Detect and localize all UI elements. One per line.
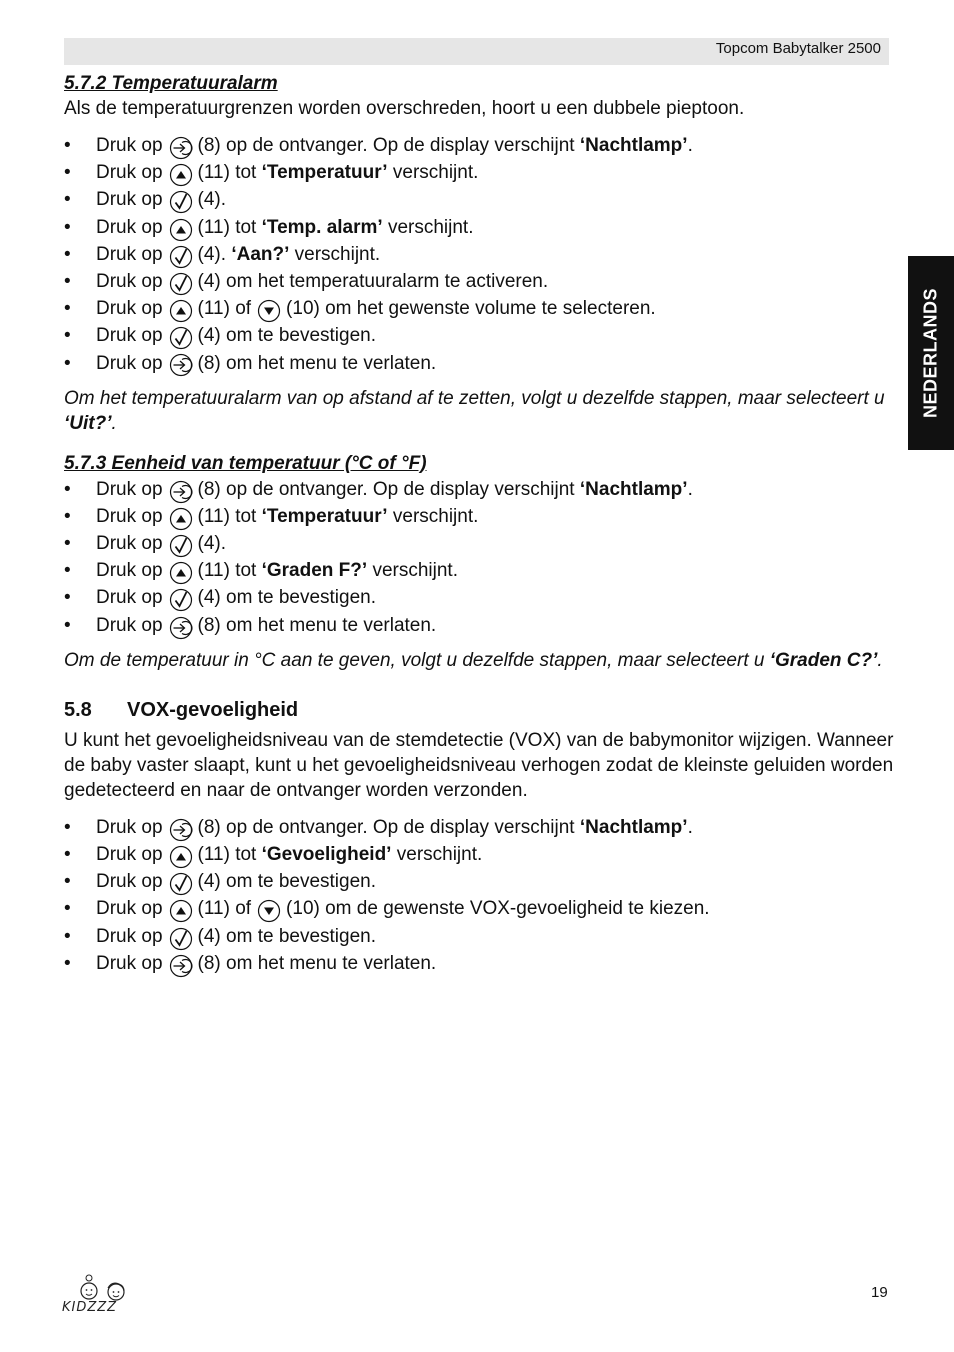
step-prefix: Druk op bbox=[96, 816, 163, 838]
step-highlight: ‘Temperatuur’ bbox=[261, 162, 388, 184]
bullet: • bbox=[64, 871, 71, 893]
list-item bbox=[64, 268, 894, 295]
bullet: • bbox=[64, 478, 71, 500]
list-item bbox=[64, 322, 894, 349]
step-text: verschijnt. bbox=[387, 162, 479, 184]
vox-steps bbox=[64, 814, 894, 977]
step-text: verschijnt. bbox=[289, 243, 381, 265]
bullet: • bbox=[64, 952, 71, 974]
bullet: • bbox=[64, 298, 71, 320]
step-text: (10) om het gewenste volume te selecteren. bbox=[286, 298, 656, 320]
menu-icon bbox=[169, 818, 193, 842]
temp-alarm-note: Om het temperatuuralarm van op afstand af te zetten, volgt u dezelfde stappen, maar selecteert u ‘Uit?’. bbox=[64, 387, 885, 434]
bullet: • bbox=[64, 216, 71, 238]
bullet: • bbox=[64, 162, 71, 184]
step-prefix: Druk op bbox=[96, 162, 163, 184]
step-text: . bbox=[687, 478, 693, 500]
step-prefix: Druk op bbox=[96, 243, 163, 265]
step-prefix: Druk op bbox=[96, 505, 163, 527]
step-prefix: Druk op bbox=[96, 587, 163, 609]
step-highlight: ‘Nachtlamp’ bbox=[579, 816, 688, 838]
check-icon bbox=[169, 872, 193, 896]
heading-5-7-2: 5.7.2 Temperatuuralarm bbox=[64, 73, 278, 94]
list-item bbox=[64, 350, 894, 377]
list-item bbox=[64, 868, 894, 895]
step-prefix: Druk op bbox=[96, 925, 163, 947]
list-item bbox=[64, 214, 894, 241]
up-arrow-icon bbox=[169, 507, 193, 531]
step-prefix: Druk op bbox=[96, 533, 163, 555]
list-item bbox=[64, 241, 894, 268]
list-item bbox=[64, 923, 894, 950]
list-item bbox=[64, 814, 894, 841]
step-prefix: Druk op bbox=[96, 189, 163, 211]
step-prefix: Druk op bbox=[96, 270, 163, 292]
list-item bbox=[64, 530, 894, 557]
bullet: • bbox=[64, 898, 71, 920]
step-highlight: ‘Temp. alarm’ bbox=[261, 216, 383, 238]
heading-5-7-3: 5.7.3 Eenheid van temperatuur (°C of °F) bbox=[64, 452, 427, 474]
up-arrow-icon bbox=[169, 845, 193, 869]
step-text: (8) op de ontvanger. Op de display verschijnt bbox=[197, 478, 580, 500]
step-text: (8) om het menu te verlaten. bbox=[197, 952, 437, 974]
list-item bbox=[64, 159, 894, 186]
bullet: • bbox=[64, 270, 71, 292]
step-text: (4). bbox=[197, 189, 227, 211]
running-header bbox=[64, 38, 889, 65]
step-highlight: ‘Nachtlamp’ bbox=[579, 478, 688, 500]
language-tab bbox=[908, 256, 954, 450]
step-highlight: ‘Aan?’ bbox=[231, 243, 290, 265]
kidzzz-logo bbox=[60, 1273, 134, 1313]
check-icon bbox=[169, 588, 193, 612]
step-highlight: ‘Graden F?’ bbox=[261, 560, 368, 582]
temp-alarm-intro: Als de temperatuurgrenzen worden overschreden, hoort u een dubbele pieptoon. bbox=[64, 98, 745, 119]
step-highlight: ‘Gevoeligheid’ bbox=[261, 844, 392, 865]
language-tab-label: NEDERLANDS bbox=[920, 287, 941, 419]
section-number: 5.8 bbox=[64, 698, 92, 721]
step-prefix: Druk op bbox=[96, 952, 163, 974]
step-prefix: Druk op bbox=[96, 844, 163, 865]
bullet: • bbox=[64, 243, 71, 265]
step-prefix: Druk op bbox=[96, 478, 163, 500]
svg-text:KIDZZZ: KIDZZZ bbox=[62, 1300, 118, 1313]
menu-icon bbox=[169, 954, 193, 978]
list-item bbox=[64, 584, 894, 611]
menu-icon bbox=[169, 616, 193, 640]
step-prefix: Druk op bbox=[96, 135, 163, 156]
bullet: • bbox=[64, 135, 71, 156]
step-text: (11) tot bbox=[197, 560, 262, 582]
list-item bbox=[64, 503, 894, 530]
step-text: (8) om het menu te verlaten. bbox=[197, 614, 437, 636]
list-item bbox=[64, 186, 894, 213]
list-item bbox=[64, 557, 894, 584]
step-prefix: Druk op bbox=[96, 898, 163, 920]
menu-icon bbox=[169, 136, 193, 160]
step-text: verschijnt. bbox=[367, 560, 458, 582]
step-text: (4). bbox=[197, 243, 232, 265]
list-item bbox=[64, 295, 894, 322]
check-icon bbox=[169, 326, 193, 350]
step-text: . bbox=[687, 135, 693, 156]
step-text: (11) tot bbox=[197, 844, 262, 865]
step-text: (4) om te bevestigen. bbox=[197, 325, 377, 347]
bullet: • bbox=[64, 816, 71, 838]
bullet: • bbox=[64, 614, 71, 636]
menu-icon bbox=[169, 480, 193, 504]
step-text: (4). bbox=[197, 533, 227, 555]
step-text: (4) om te bevestigen. bbox=[197, 871, 377, 893]
step-text: verschijnt. bbox=[387, 505, 479, 527]
temp-alarm-steps bbox=[64, 132, 894, 377]
page-number: 19 bbox=[871, 1284, 888, 1301]
bullet: • bbox=[64, 587, 71, 609]
step-text: (4) om het temperatuuralarm te activeren. bbox=[197, 270, 549, 292]
step-highlight: ‘Temperatuur’ bbox=[261, 505, 388, 527]
step-prefix: Druk op bbox=[96, 871, 163, 893]
check-icon bbox=[169, 272, 193, 296]
bullet: • bbox=[64, 325, 71, 347]
bullet: • bbox=[64, 844, 71, 865]
up-arrow-icon bbox=[169, 299, 193, 323]
menu-icon bbox=[169, 353, 193, 377]
step-text: (11) tot bbox=[197, 162, 262, 184]
heading-5-8 bbox=[64, 698, 894, 723]
step-prefix: Druk op bbox=[96, 560, 163, 582]
step-text: (11) tot bbox=[197, 216, 262, 238]
list-item bbox=[64, 132, 894, 159]
bullet: • bbox=[64, 925, 71, 947]
section-title: VOX-gevoeligheid bbox=[127, 698, 299, 721]
step-text: (4) om te bevestigen. bbox=[197, 587, 377, 609]
step-text: (10) om de gewenste VOX-gevoeligheid te kiezen. bbox=[286, 898, 710, 920]
up-arrow-icon bbox=[169, 218, 193, 242]
bullet: • bbox=[64, 533, 71, 555]
temp-unit-note: Om de temperatuur in °C aan te geven, volgt u dezelfde stappen, maar selecteert u ‘Graden C?’. bbox=[64, 649, 883, 671]
check-icon bbox=[169, 927, 193, 951]
step-text: (11) tot bbox=[197, 505, 262, 527]
step-text: (11) of bbox=[197, 298, 252, 320]
list-item bbox=[64, 476, 894, 503]
step-text: (8) op de ontvanger. Op de display verschijnt bbox=[197, 135, 580, 156]
check-icon bbox=[169, 190, 193, 214]
header-title: Topcom Babytalker 2500 bbox=[715, 40, 881, 57]
list-item bbox=[64, 612, 894, 639]
vox-intro: U kunt het gevoeligheidsniveau van de stemdetectie (VOX) van de babymonitor wijzigen. Wanneer de baby vaster slaapt, kunt u het gevoeligheidsniveau verhogen zodat de kleinste geluiden worden gedetecteerd en naar de ontvanger worden verzonden. bbox=[64, 729, 894, 801]
down-arrow-icon bbox=[257, 299, 281, 323]
step-prefix: Druk op bbox=[96, 325, 163, 347]
step-prefix: Druk op bbox=[96, 352, 163, 374]
list-item bbox=[64, 950, 894, 977]
step-text: (4) om te bevestigen. bbox=[197, 925, 377, 947]
up-arrow-icon bbox=[169, 561, 193, 585]
step-text: (8) op de ontvanger. Op de display verschijnt bbox=[197, 816, 580, 838]
step-prefix: Druk op bbox=[96, 614, 163, 636]
up-arrow-icon bbox=[169, 899, 193, 923]
temp-unit-steps bbox=[64, 476, 894, 639]
bullet: • bbox=[64, 352, 71, 374]
check-icon bbox=[169, 245, 193, 269]
step-prefix: Druk op bbox=[96, 216, 163, 238]
step-prefix: Druk op bbox=[96, 298, 163, 320]
step-text: verschijnt. bbox=[382, 216, 474, 238]
step-text: (8) om het menu te verlaten. bbox=[197, 352, 437, 374]
up-arrow-icon bbox=[169, 163, 193, 187]
down-arrow-icon bbox=[257, 899, 281, 923]
step-highlight: ‘Nachtlamp’ bbox=[579, 135, 688, 156]
page-content bbox=[64, 70, 894, 977]
step-text: . bbox=[687, 816, 693, 838]
bullet: • bbox=[64, 189, 71, 211]
bullet: • bbox=[64, 560, 71, 582]
list-item bbox=[64, 841, 894, 868]
bullet: • bbox=[64, 505, 71, 527]
list-item bbox=[64, 895, 894, 922]
check-icon bbox=[169, 534, 193, 558]
step-text: verschijnt. bbox=[391, 844, 483, 865]
step-text: (11) of bbox=[197, 898, 252, 920]
